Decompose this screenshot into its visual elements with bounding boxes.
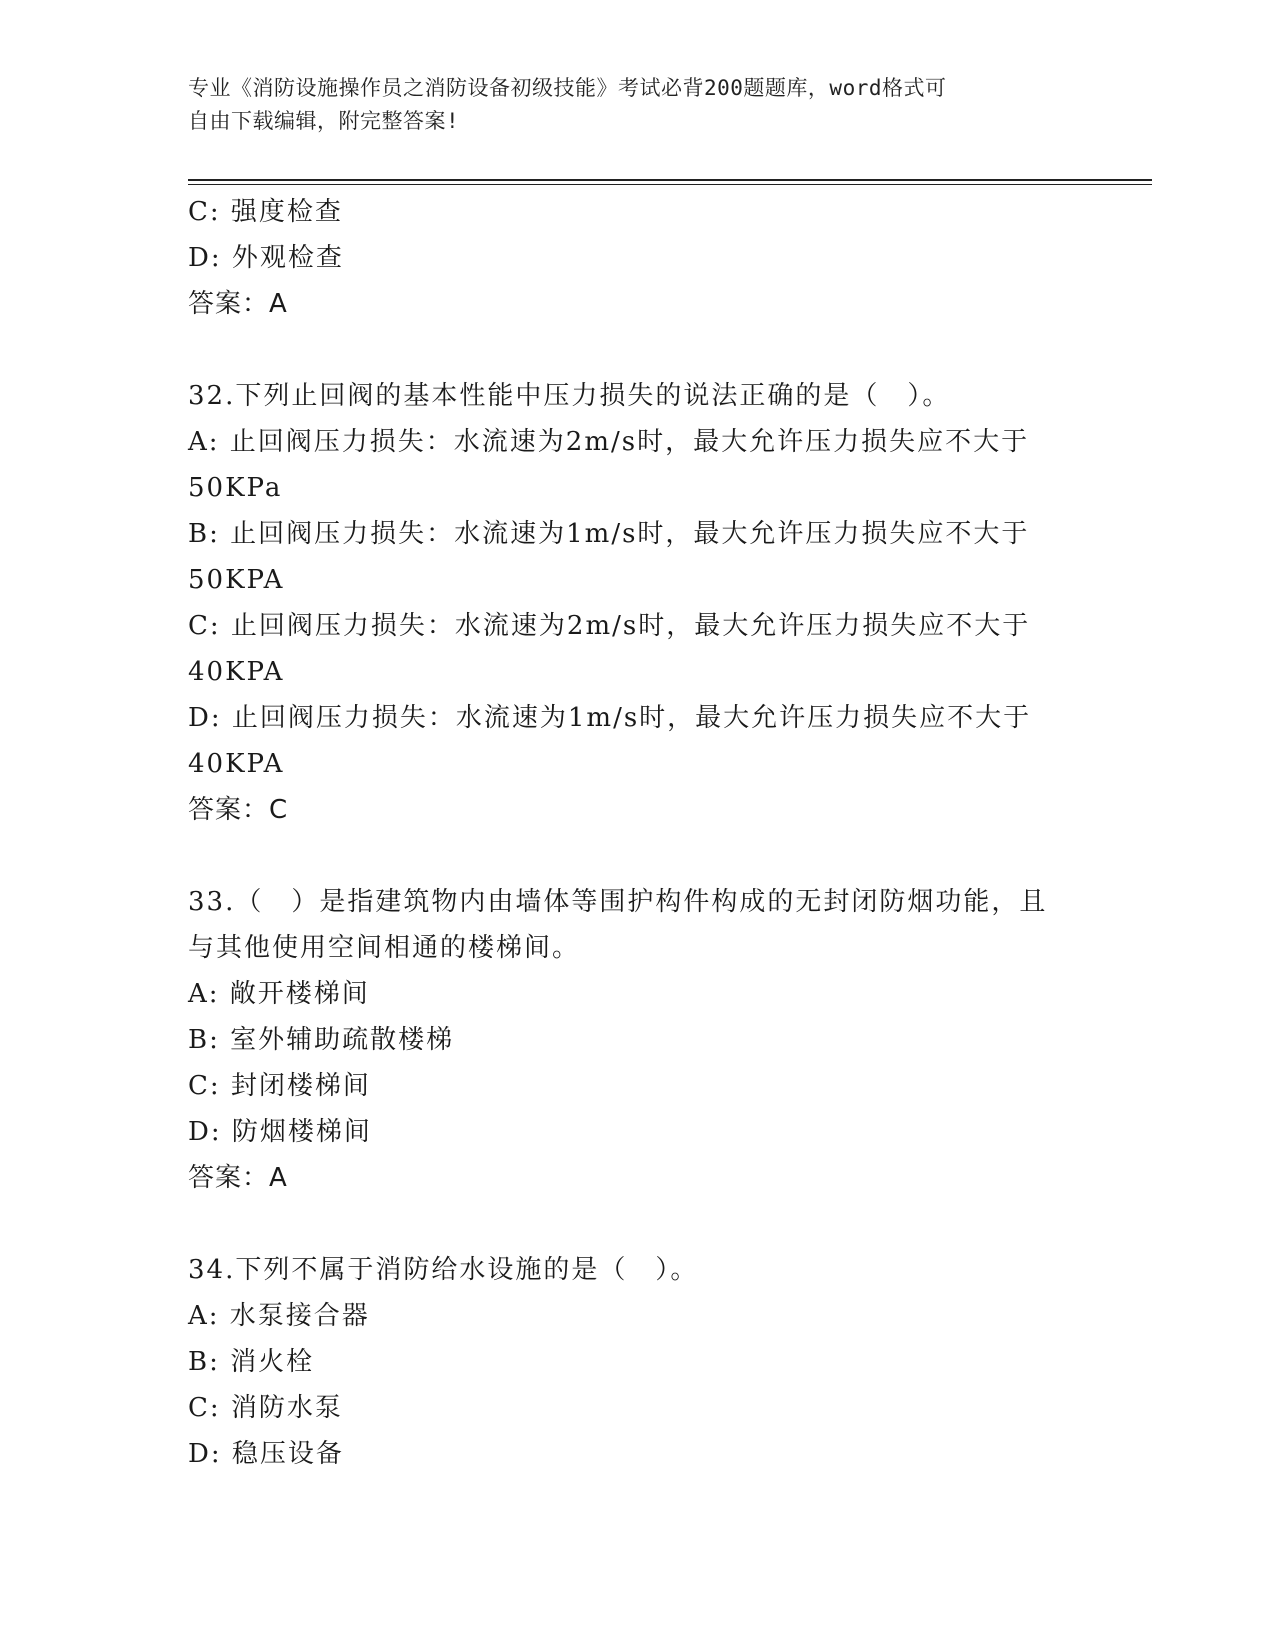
option-a: A: 敞开楼梯间 xyxy=(188,979,370,1009)
option-d: D: 稳压设备 xyxy=(188,1439,344,1469)
spacer xyxy=(188,1201,1088,1247)
option-b: B: 消火栓 xyxy=(188,1347,315,1377)
option-a: A: 水泵接合器 xyxy=(188,1301,370,1331)
option-d: D: 防烟楼梯间 xyxy=(188,1117,372,1147)
option-a: A: 止回阀压力损失：水流速为2m/s时，最大允许压力损失应不大于 xyxy=(188,427,1030,457)
option-b: B: 止回阀压力损失：水流速为1m/s时，最大允许压力损失应不大于 xyxy=(188,519,1030,549)
option-c: C: 消防水泵 xyxy=(188,1393,343,1423)
option-c: C: 止回阀压力损失：水流速为2m/s时，最大允许压力损失应不大于 xyxy=(188,611,1031,641)
header-line-1: 专业《消防设施操作员之消防设备初级技能》考试必背200题题库，word格式可 xyxy=(188,76,947,100)
page-header xyxy=(188,72,1088,138)
option-c-continued: 40KPA xyxy=(188,657,285,687)
question-block-33 xyxy=(188,879,1088,1201)
question-stem: 33.（ ）是指建筑物内由墙体等围护构件构成的无封闭防烟功能，且 xyxy=(188,887,1048,917)
header-line-2: 自由下载编辑，附完整答案! xyxy=(188,109,460,133)
answer-line: 答案：A xyxy=(188,1163,288,1193)
spacer xyxy=(188,327,1088,373)
option-a-continued: 50KPa xyxy=(188,473,283,503)
option-d: D: 止回阀压力损失：水流速为1m/s时，最大允许压力损失应不大于 xyxy=(188,703,1032,733)
spacer xyxy=(188,833,1088,879)
question-stem-continued: 与其他使用空间相通的楼梯间。 xyxy=(188,933,581,963)
option-b: B: 室外辅助疏散楼梯 xyxy=(188,1025,455,1055)
option-c: C: 封闭楼梯间 xyxy=(188,1071,371,1101)
question-stem: 34.下列不属于消防给水设施的是（ ）。 xyxy=(188,1255,699,1285)
answer-line: 答案：C xyxy=(188,795,289,825)
answer-line: 答案：A xyxy=(188,289,288,319)
question-block-34 xyxy=(188,1247,1088,1477)
question-block-31 xyxy=(188,189,1088,327)
question-stem: 32.下列止回阀的基本性能中压力损失的说法正确的是（ ）。 xyxy=(188,381,951,411)
option-c: C: 强度检查 xyxy=(188,197,343,227)
question-list xyxy=(188,189,1088,1477)
option-b-continued: 50KPA xyxy=(188,565,285,595)
option-d: D: 外观检查 xyxy=(188,243,344,273)
option-d-continued: 40KPA xyxy=(188,749,285,779)
header-divider-thick xyxy=(188,179,1152,181)
header-divider-thin xyxy=(188,184,1152,185)
question-block-32 xyxy=(188,373,1088,833)
